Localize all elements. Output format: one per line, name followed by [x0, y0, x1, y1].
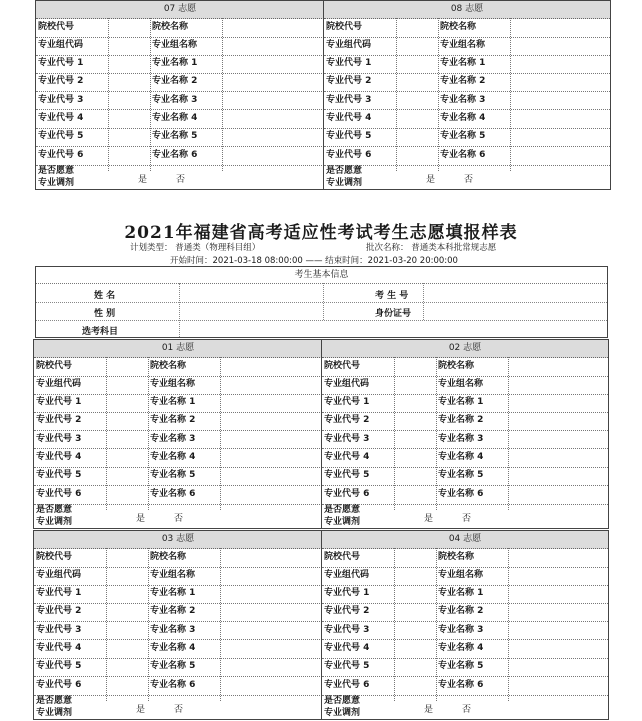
- adjust-no-option[interactable]: 否: [174, 705, 184, 715]
- adjust-yes-option[interactable]: 是: [424, 514, 434, 524]
- adjust-yes-option[interactable]: 是: [424, 705, 434, 715]
- school-code-label: 院校代号: [36, 552, 73, 562]
- choice-header: 07 志愿: [36, 1, 324, 19]
- major-name-label: 专业名称 5: [150, 661, 196, 671]
- major-code-label: 专业代号 5: [36, 470, 82, 480]
- major-name-label: 专业名称 1: [438, 397, 484, 407]
- group-code-label: 专业组代码: [36, 570, 82, 580]
- school-code-label: 院校代号: [324, 361, 361, 371]
- major-code-label: 专业代号 5: [324, 470, 370, 480]
- choice-block-08: [323, 0, 611, 190]
- exam-no-label: 考 生 号: [375, 291, 409, 301]
- group-name-label: 专业组名称: [152, 40, 198, 50]
- adjust-yes-option[interactable]: 是: [136, 514, 146, 524]
- major-code-label: 专业代号 3: [36, 625, 82, 635]
- adjust-yes-option[interactable]: 是: [136, 705, 146, 715]
- major-code-label: 专业代号 4: [324, 452, 370, 462]
- batch-name: 批次名称： 普通类本科批常规志愿: [366, 243, 497, 253]
- group-name-label: 专业组名称: [150, 379, 196, 389]
- major-name-label: 专业名称 1: [152, 58, 198, 68]
- group-code-label: 专业组代码: [326, 40, 372, 50]
- major-name-label: 专业名称 2: [152, 76, 198, 86]
- adjust-label-line2: 专业调剂: [326, 178, 363, 188]
- group-name-label: 专业组名称: [150, 570, 196, 580]
- adjust-no-option[interactable]: 否: [176, 175, 186, 185]
- major-name-label: 专业名称 4: [440, 113, 486, 123]
- major-name-label: 专业名称 4: [150, 452, 196, 462]
- choice-block-03: [33, 530, 323, 720]
- major-code-label: 专业代号 3: [38, 95, 84, 105]
- major-name-label: 专业名称 5: [440, 131, 486, 141]
- choice-block-07: [35, 0, 325, 190]
- major-code-label: 专业代号 6: [324, 680, 370, 690]
- major-name-label: 专业名称 6: [438, 489, 484, 499]
- major-code-label: 专业代号 2: [36, 415, 82, 425]
- major-code-label: 专业代号 1: [38, 58, 84, 68]
- group-code-label: 专业组代码: [36, 379, 82, 389]
- major-name-label: 专业名称 6: [440, 150, 486, 160]
- major-name-label: 专业名称 3: [440, 95, 486, 105]
- id-no-label: 身份证号: [375, 309, 412, 319]
- name-label: 姓 名: [94, 291, 116, 301]
- group-code-label: 专业组代码: [324, 570, 370, 580]
- major-name-label: 专业名称 4: [438, 452, 484, 462]
- school-name-label: 院校名称: [150, 552, 187, 562]
- major-name-label: 专业名称 2: [440, 76, 486, 86]
- major-name-label: 专业名称 3: [150, 434, 196, 444]
- basic-info-header: 考生基本信息: [36, 267, 607, 284]
- adjust-no-option[interactable]: 否: [174, 514, 184, 524]
- major-name-label: 专业名称 1: [150, 588, 196, 598]
- major-code-label: 专业代号 2: [324, 606, 370, 616]
- adjust-label-line2: 专业调剂: [36, 517, 73, 527]
- major-name-label: 专业名称 2: [438, 415, 484, 425]
- major-code-label: 专业代号 2: [38, 76, 84, 86]
- choice-header: 04 志愿: [322, 531, 608, 549]
- major-name-label: 专业名称 6: [150, 680, 196, 690]
- major-code-label: 专业代号 4: [36, 643, 82, 653]
- major-name-label: 专业名称 6: [152, 150, 198, 160]
- major-name-label: 专业名称 5: [152, 131, 198, 141]
- major-code-label: 专业代号 3: [324, 434, 370, 444]
- major-code-label: 专业代号 1: [324, 397, 370, 407]
- school-name-label: 院校名称: [438, 361, 475, 371]
- major-name-label: 专业名称 2: [150, 606, 196, 616]
- school-code-label: 院校代号: [324, 552, 361, 562]
- major-code-label: 专业代号 3: [36, 434, 82, 444]
- major-name-label: 专业名称 2: [150, 415, 196, 425]
- adjust-label-line1: 是否愿意: [324, 505, 361, 515]
- adjust-label-line2: 专业调剂: [38, 178, 75, 188]
- adjust-label-line1: 是否愿意: [36, 505, 73, 515]
- adjust-label-line2: 专业调剂: [36, 708, 73, 718]
- choice-block-01: [33, 339, 323, 529]
- major-code-label: 专业代号 6: [36, 489, 82, 499]
- major-code-label: 专业代号 3: [324, 625, 370, 635]
- major-name-label: 专业名称 4: [150, 643, 196, 653]
- adjust-label-line2: 专业调剂: [324, 517, 361, 527]
- adjust-label-line1: 是否愿意: [36, 696, 73, 706]
- school-code-label: 院校代号: [38, 22, 75, 32]
- time-range: 开始时间：2021-03-18 08:00:00 —— 结束时间：2021-03-20 20:00:00: [170, 256, 458, 266]
- school-code-label: 院校代号: [36, 361, 73, 371]
- major-name-label: 专业名称 3: [438, 625, 484, 635]
- major-name-label: 专业名称 4: [438, 643, 484, 653]
- group-code-label: 专业组代码: [38, 40, 84, 50]
- choice-header: 02 志愿: [322, 340, 608, 358]
- adjust-label-line1: 是否愿意: [324, 696, 361, 706]
- major-name-label: 专业名称 2: [438, 606, 484, 616]
- basic-info-table: [35, 266, 608, 338]
- adjust-no-option[interactable]: 否: [462, 514, 472, 524]
- group-name-label: 专业组名称: [438, 570, 484, 580]
- adjust-label-line1: 是否愿意: [38, 166, 75, 176]
- adjust-label-line2: 专业调剂: [324, 708, 361, 718]
- major-code-label: 专业代号 4: [38, 113, 84, 123]
- school-name-label: 院校名称: [438, 552, 475, 562]
- major-name-label: 专业名称 6: [438, 680, 484, 690]
- school-name-label: 院校名称: [150, 361, 187, 371]
- school-code-label: 院校代号: [326, 22, 363, 32]
- adjust-no-option[interactable]: 否: [462, 705, 472, 715]
- gender-label: 性 别: [94, 309, 116, 319]
- major-code-label: 专业代号 5: [326, 131, 372, 141]
- major-name-label: 专业名称 5: [438, 661, 484, 671]
- major-code-label: 专业代号 5: [324, 661, 370, 671]
- form-title: 2021年福建省高考适应性考试考生志愿填报样表: [124, 223, 518, 243]
- major-name-label: 专业名称 4: [152, 113, 198, 123]
- choice-header: 08 志愿: [324, 1, 610, 19]
- group-name-label: 专业组名称: [440, 40, 486, 50]
- major-code-label: 专业代号 6: [324, 489, 370, 499]
- major-code-label: 专业代号 1: [324, 588, 370, 598]
- major-code-label: 专业代号 5: [36, 661, 82, 671]
- major-code-label: 专业代号 2: [326, 76, 372, 86]
- major-code-label: 专业代号 4: [36, 452, 82, 462]
- group-code-label: 专业组代码: [324, 379, 370, 389]
- major-name-label: 专业名称 1: [438, 588, 484, 598]
- choice-block-02: [321, 339, 609, 529]
- school-name-label: 院校名称: [440, 22, 477, 32]
- major-name-label: 专业名称 3: [150, 625, 196, 635]
- major-code-label: 专业代号 4: [324, 643, 370, 653]
- major-code-label: 专业代号 6: [38, 150, 84, 160]
- major-code-label: 专业代号 1: [36, 588, 82, 598]
- major-name-label: 专业名称 3: [152, 95, 198, 105]
- major-name-label: 专业名称 1: [440, 58, 486, 68]
- adjust-yes-option[interactable]: 是: [138, 175, 148, 185]
- major-name-label: 专业名称 5: [438, 470, 484, 480]
- major-name-label: 专业名称 3: [438, 434, 484, 444]
- major-code-label: 专业代号 1: [36, 397, 82, 407]
- school-name-label: 院校名称: [152, 22, 189, 32]
- major-code-label: 专业代号 2: [324, 415, 370, 425]
- major-code-label: 专业代号 4: [326, 113, 372, 123]
- major-code-label: 专业代号 5: [38, 131, 84, 141]
- choice-header: 01 志愿: [34, 340, 322, 358]
- choice-block-04: [321, 530, 609, 720]
- plan-type: 计划类型： 普通类（物理科目组）: [130, 243, 261, 253]
- choice-header: 03 志愿: [34, 531, 322, 549]
- adjust-yes-option[interactable]: 是: [426, 175, 436, 185]
- major-code-label: 专业代号 6: [36, 680, 82, 690]
- adjust-no-option[interactable]: 否: [464, 175, 474, 185]
- major-code-label: 专业代号 3: [326, 95, 372, 105]
- subjects-label: 选考科目: [82, 327, 119, 337]
- major-name-label: 专业名称 5: [150, 470, 196, 480]
- major-code-label: 专业代号 2: [36, 606, 82, 616]
- major-code-label: 专业代号 6: [326, 150, 372, 160]
- adjust-label-line1: 是否愿意: [326, 166, 363, 176]
- group-name-label: 专业组名称: [438, 379, 484, 389]
- major-name-label: 专业名称 6: [150, 489, 196, 499]
- major-name-label: 专业名称 1: [150, 397, 196, 407]
- major-code-label: 专业代号 1: [326, 58, 372, 68]
